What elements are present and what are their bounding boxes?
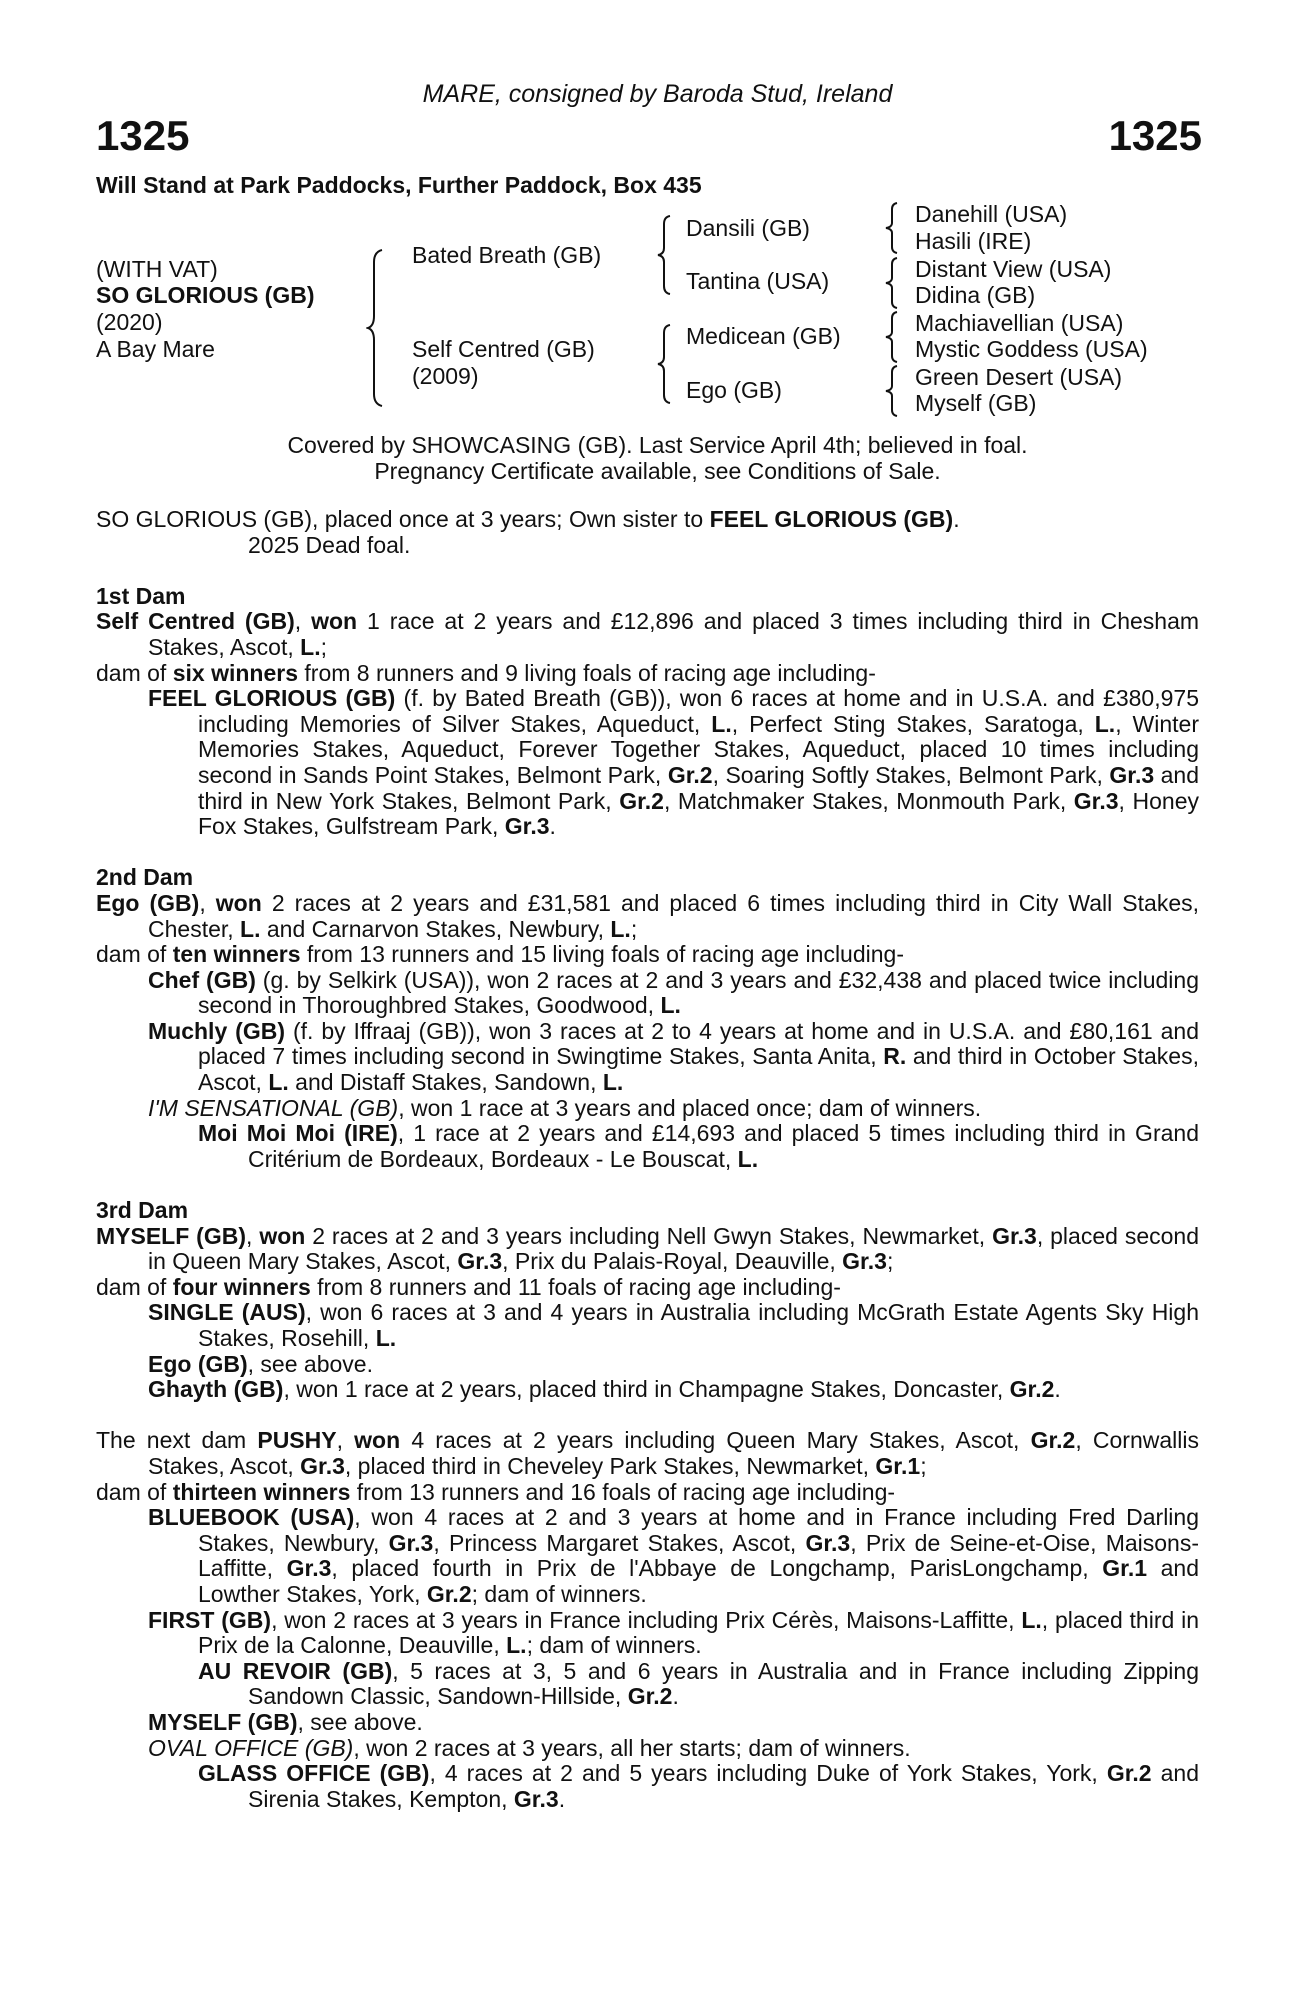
bold-text: Gr.3	[504, 813, 550, 840]
ancestor: Distant View (USA)	[915, 256, 1112, 282]
pedigree-paragraph	[96, 968, 1199, 1019]
bold-text: Gr.3	[300, 1452, 345, 1479]
lot-number-right: 1325	[1108, 112, 1202, 159]
pedigree-paragraph	[96, 1096, 1199, 1122]
dam-sire: Medicean (GB)	[686, 323, 841, 349]
brace-icon	[884, 256, 900, 310]
text: , placed second in Queen Mary Stakes, Ascot,	[148, 1222, 1199, 1275]
text: ,	[336, 1427, 355, 1454]
pedigree-paragraph	[96, 1275, 1199, 1301]
text: 4 races at 2 years including Queen Mary Stakes, Ascot,	[400, 1427, 1031, 1454]
text: , won 1 race at 2 years, placed third in Champagne Stakes, Doncaster,	[283, 1376, 1010, 1403]
text: and Carnarvon Stakes, Newbury,	[260, 915, 611, 942]
text: .	[1054, 1376, 1061, 1403]
bold-text: L.	[300, 633, 321, 660]
bold-text: won	[354, 1427, 401, 1454]
text: .	[953, 506, 960, 532]
bold-text: won	[311, 608, 358, 635]
text: ; dam of winners.	[526, 1632, 702, 1659]
ancestor: Didina (GB)	[915, 282, 1036, 308]
bold-text: Gr.2	[619, 787, 664, 814]
ancestor: Green Desert (USA)	[915, 364, 1123, 390]
text: (f. by Bated Breath (GB)), won 6 races at home and in U.S.A. and £380,975 including Memories of Silver Stakes, Aqueduct,	[198, 685, 1199, 737]
vat-note: (WITH VAT)	[96, 256, 218, 282]
bold-text: L.	[1021, 1606, 1042, 1633]
pregnancy-note: Pregnancy Certificate available, see Conditions of Sale.	[374, 458, 941, 484]
bold-text: Gr.3	[805, 1529, 851, 1556]
bold-text: Gr.3	[1073, 787, 1119, 814]
text: (g. by Selkirk (USA)), won 2 races at 2 and 3 years and £32,438 and placed twice including second in Thoroughbred Stakes, Goodwood,	[198, 966, 1199, 1019]
text: , placed third in Prix de la Calonne, Deauville,	[198, 1606, 1199, 1659]
text: ;	[886, 1248, 894, 1275]
text: and third in New York Stakes, Belmont Park,	[198, 761, 1200, 814]
pedigree-paragraph	[96, 1224, 1199, 1275]
text: The next dam	[96, 1427, 258, 1454]
bold-text: Gr.2	[426, 1580, 472, 1607]
spacer	[96, 1403, 1199, 1429]
pedigree-paragraph	[96, 1480, 1199, 1506]
ancestor: Mystic Goddess (USA)	[915, 336, 1148, 362]
sire-dam: Tantina (USA)	[686, 268, 830, 294]
bold-text: FEEL GLORIOUS (GB)	[148, 685, 396, 712]
text: dam of	[96, 941, 173, 968]
pedigree-paragraph	[96, 1300, 1199, 1351]
text: , Prix du Palais-Royal, Deauville,	[502, 1248, 843, 1275]
ancestor: Myself (GB)	[915, 390, 1037, 416]
bold-text: four winners	[172, 1273, 311, 1300]
text: , won 2 races at 3 years in France including Prix Cérès, Maisons-Laffitte,	[271, 1606, 1022, 1633]
text: and Lowther Stakes, York,	[198, 1555, 1199, 1607]
text: , Princess Margaret Stakes, Ascot,	[433, 1529, 806, 1556]
horse-description: A Bay Mare	[96, 336, 215, 362]
pedigree-paragraph	[96, 942, 1199, 968]
bold-text: L.	[660, 992, 681, 1019]
bold-text: GLASS OFFICE (GB)	[198, 1760, 430, 1787]
bold-text: MYSELF (GB)	[148, 1708, 298, 1735]
bold-text: Ego (GB)	[96, 889, 200, 916]
sire-sire: Dansili (GB)	[686, 215, 810, 241]
bold-text: Gr.2	[1009, 1376, 1055, 1403]
bold-text: 3rd Dam	[96, 1197, 189, 1224]
text: , won 1 race at 3 years and placed once; dam of winners.	[398, 1094, 982, 1121]
bold-text: L.	[737, 1145, 759, 1172]
text: , placed third in Cheveley Park Stakes, Newmarket,	[344, 1452, 876, 1479]
ancestor: Machiavellian (USA)	[915, 310, 1124, 336]
text: , 1 race at 2 years and £14,693 and placed 5 times including third in Grand Critérium de Bordeaux, Bordeaux - Le Bouscat,	[248, 1120, 1199, 1172]
pedigree-paragraph	[96, 1377, 1199, 1403]
text: , Cornwallis Stakes, Ascot,	[148, 1427, 1199, 1479]
bold-text: MYSELF (GB)	[96, 1222, 247, 1249]
text: ,	[199, 889, 216, 916]
bold-text: PUSHY	[257, 1427, 337, 1454]
bold-text: FEEL GLORIOUS (GB)	[709, 506, 954, 532]
spacer	[96, 840, 1199, 866]
text: and third in October Stakes, Ascot,	[198, 1043, 1199, 1096]
bold-text: L.	[506, 1632, 527, 1659]
text: 2 races at 2 years and £31,581 and placed 6 times including third in City Wall Stakes, Chester,	[148, 889, 1200, 942]
dam-year: (2009)	[412, 363, 479, 389]
brace-icon	[366, 248, 386, 408]
text: 2 races at 2 and 3 years including Nell Gwyn Stakes, Newmarket,	[305, 1222, 993, 1249]
pedigree-paragraph	[96, 1428, 1199, 1479]
lot-number-left: 1325	[96, 112, 190, 159]
bold-text: Gr.3	[457, 1248, 503, 1275]
text: 2025 Dead foal.	[248, 531, 411, 558]
bold-text: Gr.1	[875, 1452, 921, 1479]
pedigree-paragraph	[96, 1736, 1199, 1762]
text: ;	[920, 1452, 927, 1479]
bold-text: L.	[240, 915, 261, 942]
text: , won 6 races at 3 and 4 years in Australia including McGrath Estate Agents Sky High Stakes, Rosehill,	[198, 1299, 1200, 1351]
bold-text: Gr.2	[1106, 1760, 1152, 1787]
bold-text: Ego (GB)	[148, 1350, 248, 1377]
brace-icon	[884, 201, 900, 255]
bold-text: FIRST (GB)	[148, 1606, 272, 1633]
dam-dam: Ego (GB)	[686, 377, 782, 403]
bold-text: L.	[268, 1069, 289, 1096]
bold-text: Gr.3	[286, 1555, 332, 1582]
text: , 5 races at 3, 5 and 6 years in Australia and in France including Zipping Sandown Classic, Sandown-Hillside,	[248, 1657, 1199, 1710]
text: , placed fourth in Prix de l'Abbaye de Longchamp, ParisLongchamp,	[331, 1555, 1103, 1582]
pedigree-paragraph	[96, 891, 1199, 942]
pedigree-paragraph	[96, 1352, 1199, 1378]
text: .	[672, 1683, 679, 1710]
brace-icon	[884, 364, 900, 418]
italic-text: OVAL OFFICE (GB)	[148, 1734, 354, 1761]
text: , won 2 races at 3 years, all her starts; dam of winners.	[353, 1734, 911, 1761]
bold-text: thirteen winners	[172, 1478, 351, 1505]
pedigree-paragraph	[96, 1121, 1199, 1172]
brace-icon	[884, 310, 900, 364]
text: ,	[294, 608, 312, 635]
text: from 8 runners and 9 living foals of racing age including-	[298, 659, 876, 686]
pedigree-paragraph	[96, 609, 1199, 660]
text: .	[558, 1785, 566, 1812]
bold-text: Gr.2	[667, 761, 713, 788]
bold-text: Chef (GB)	[148, 966, 256, 993]
section-heading	[96, 1198, 1199, 1224]
pedigree-paragraph	[96, 507, 1199, 533]
bold-text: Gr.3	[1109, 761, 1155, 788]
italic-text: I'M SENSATIONAL (GB)	[148, 1094, 399, 1121]
section-heading	[96, 865, 1199, 891]
pedigree-paragraph	[96, 661, 1199, 687]
text: 1 race at 2 years and £12,896 and placed 3 times including third in Chesham Stakes, Ascot,	[148, 608, 1200, 660]
text: ,	[246, 1222, 260, 1249]
foal-note	[96, 533, 1199, 559]
bold-text: 2nd Dam	[96, 864, 194, 891]
bold-text: won	[259, 1222, 306, 1249]
bold-text: ten winners	[172, 941, 301, 968]
text: dam of	[96, 1478, 173, 1505]
bold-text: Gr.3	[513, 1785, 559, 1812]
bold-text: R.	[883, 1043, 907, 1070]
text: ;	[320, 633, 327, 660]
bold-text: Gr.3	[842, 1248, 887, 1275]
text: , Perfect Sting Stakes, Saratoga,	[731, 710, 1095, 737]
text: , see above.	[247, 1350, 373, 1377]
text: , see above.	[297, 1708, 423, 1735]
bold-text: Gr.3	[992, 1222, 1037, 1249]
bold-text: Gr.3	[388, 1529, 434, 1556]
spacer	[96, 1172, 1199, 1198]
text: and Sirenia Stakes, Kempton,	[248, 1760, 1200, 1812]
bold-text: L.	[602, 1069, 624, 1096]
stand-location: Will Stand at Park Paddocks, Further Paddock, Box 435	[96, 172, 702, 198]
brace-icon	[656, 214, 674, 296]
spacer	[96, 558, 1199, 584]
text: dam of	[96, 1273, 173, 1300]
horse-year: (2020)	[96, 309, 163, 335]
pedigree-paragraph	[96, 1505, 1199, 1607]
bold-text: L.	[711, 710, 732, 737]
ancestor: Danehill (USA)	[915, 201, 1068, 227]
text: from 13 runners and 16 foals of racing age including-	[350, 1478, 896, 1505]
bold-text: L.	[375, 1325, 397, 1351]
pedigree-paragraph	[96, 1710, 1199, 1736]
text: from 13 runners and 15 living foals of racing age including-	[300, 941, 904, 968]
text: (f. by Iffraaj (GB)), won 3 races at 2 to 4 years at home and in U.S.A. and £80,161 and placed 7 times including second in Swingtime Stakes, Santa Anita,	[198, 1017, 1199, 1070]
section-heading	[96, 584, 1199, 610]
bold-text: Gr.2	[627, 1683, 673, 1710]
bold-text: BLUEBOOK (USA)	[148, 1504, 355, 1531]
bold-text: Self Centred (GB)	[96, 608, 295, 635]
text: , Prix de Seine-et-Oise, Maisons-Laffitte,	[198, 1529, 1200, 1582]
text: from 8 runners and 11 foals of racing age including-	[310, 1273, 841, 1300]
text: SO GLORIOUS (GB), placed once at 3 years; Own sister to	[96, 506, 710, 532]
text: ; dam of winners.	[471, 1580, 647, 1607]
bold-text: six winners	[172, 659, 298, 686]
bold-text: won	[215, 889, 262, 916]
covered-note: Covered by SHOWCASING (GB). Last Service April 4th; believed in foal.	[287, 432, 1028, 458]
bold-text: L.	[610, 915, 631, 942]
ancestor: Hasili (IRE)	[915, 228, 1032, 254]
text: , Matchmaker Stakes, Monmouth Park,	[663, 787, 1074, 814]
pedigree-paragraph	[96, 1608, 1199, 1659]
consignor-line: MARE, consigned by Baroda Stud, Ireland	[422, 80, 893, 108]
pedigree-paragraph	[96, 1019, 1199, 1096]
bold-text: AU REVOIR (GB)	[198, 1657, 393, 1684]
brace-icon	[656, 323, 674, 405]
text: and Distaff Stakes, Sandown,	[288, 1069, 603, 1096]
bold-text: 1st Dam	[96, 582, 186, 609]
sire-name: Bated Breath (GB)	[412, 242, 602, 268]
pedigree-paragraph	[96, 686, 1199, 840]
bold-text: Ghayth (GB)	[148, 1376, 284, 1403]
bold-text: Gr.2	[1030, 1427, 1076, 1454]
bold-text: Muchly (GB)	[148, 1017, 285, 1044]
text: , Winter Memories Stakes, Aqueduct, Forever Together Stakes, Aqueduct, placed 10 times including second in Sands Point Stakes, Belmont Park,	[198, 710, 1200, 788]
text: dam of	[96, 659, 173, 686]
pedigree-paragraph	[96, 1659, 1199, 1710]
text: , 4 races at 2 and 5 years including Duke of York Stakes, York,	[429, 1760, 1107, 1787]
dam-name: Self Centred (GB)	[412, 336, 595, 362]
text: , Soaring Softly Stakes, Belmont Park,	[712, 761, 1110, 788]
text: ;	[630, 915, 638, 942]
horse-name: SO GLORIOUS (GB)	[96, 282, 315, 308]
bold-text: Gr.1	[1102, 1555, 1148, 1582]
produce-record	[96, 507, 1199, 1812]
bold-text: SINGLE (AUS)	[148, 1299, 306, 1326]
text: , Honey Fox Stakes, Gulfstream Park,	[198, 787, 1199, 840]
text: , won 4 races at 2 and 3 years at home and in France including Fred Darling Stakes, Newbury,	[198, 1504, 1199, 1556]
pedigree-paragraph	[96, 1761, 1199, 1812]
bold-text: Moi Moi Moi (IRE)	[198, 1120, 398, 1147]
bold-text: L.	[1094, 710, 1116, 737]
text: .	[549, 813, 556, 840]
